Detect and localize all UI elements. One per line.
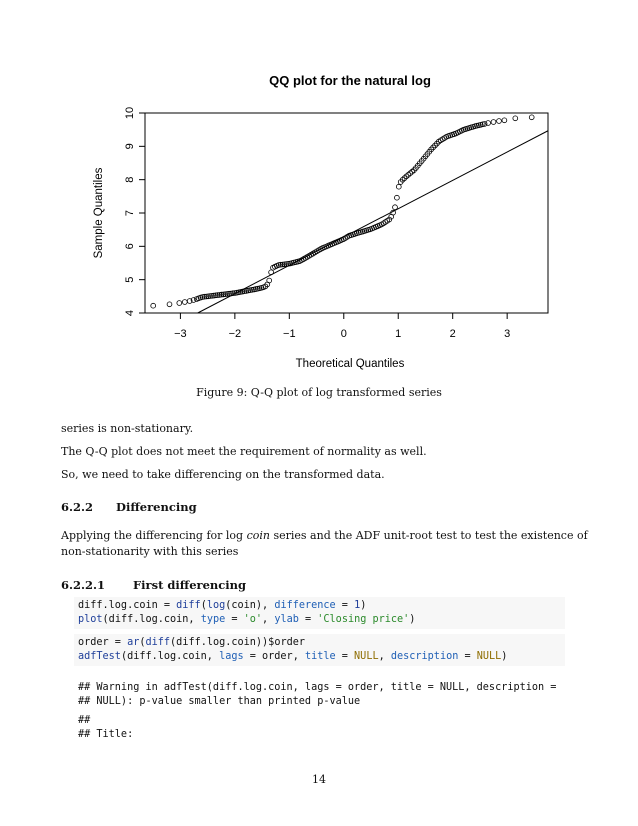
paragraph-4-line2: non-stationarity with this series [61,545,239,558]
section-number: 6.2.2 [61,500,94,514]
section-heading-6-2-2 [61,500,197,514]
paragraph-3: So, we need to take differencing on the transformed data. [61,468,385,481]
data-point [269,270,274,275]
data-point [502,118,507,123]
y-axis-label: Sample Quantiles [93,167,105,259]
x-tick-label: −2 [228,328,242,340]
paragraph-4 [61,528,588,544]
x-axis [174,313,510,340]
data-point [151,303,156,308]
subsection-number: 6.2.2.1 [61,578,106,592]
figure-caption: Figure 9: Q-Q plot of log transformed series [196,386,442,399]
paragraph-4-pre: Applying the differencing for log [61,529,247,542]
y-tick-label: 10 [124,106,136,120]
x-tick-label: 1 [395,328,402,340]
code-line-4: adfTest(diff.log.coin, lags = order, title = NULL, description = NULL) [78,651,508,662]
x-tick-label: −1 [283,328,296,340]
code-block-1 [74,597,565,629]
code-line-3: order = ar(diff(diff.log.coin))$order [78,637,305,648]
data-point [529,115,534,120]
y-tick-label: 6 [124,243,136,250]
output-block [74,679,565,711]
chart-title: QQ plot for the natural log [269,73,431,88]
data-point [182,300,187,305]
code-line-2: plot(diff.log.coin, type = 'o', ylab = 'Closing price') [78,614,416,625]
data-point [497,119,502,124]
section-heading-6-2-2-1 [61,578,246,592]
data-point [393,205,398,210]
data-point [167,302,172,307]
output-block-2 [74,712,565,744]
data-points-group [151,115,534,308]
paragraph-2: The Q-Q plot does not meet the requirement of normality as well. [61,445,427,458]
y-tick-label: 7 [124,209,136,217]
data-point [395,195,400,200]
code-line-1: diff.log.coin = diff(log(coin), difference = 1) [78,600,367,611]
data-point [396,184,401,189]
data-point [267,278,272,283]
y-axis [124,107,145,316]
paragraph-4-italic: coin [246,529,270,542]
x-tick-label: 0 [340,328,347,340]
paragraph-1: series is non-stationary. [61,422,194,435]
data-point [491,120,496,125]
x-tick-label: −3 [174,328,187,340]
paragraph-4-post: series and the ADF unit-root test to test the existence of [269,529,588,542]
subsection-title: First differencing [133,578,247,592]
output-line-2: ## NULL): p-value smaller than printed p-value [78,696,361,707]
code-block-2 [74,634,565,666]
section-title: Differencing [116,500,197,514]
x-axis-label: Theoretical Quantiles [295,358,405,370]
output-line-4: ## Title: [78,729,134,740]
y-tick-label: 4 [124,309,136,317]
x-tick-label: 2 [449,328,456,340]
plot-frame [145,113,548,313]
y-tick-label: 5 [124,276,136,283]
data-point [177,301,182,306]
y-tick-label: 8 [124,176,136,183]
page-number: 14 [312,773,326,786]
y-tick-label: 9 [124,143,136,150]
reference-line [198,131,548,313]
reference-line-group [198,131,548,313]
x-tick-label: 3 [504,328,511,340]
data-point [513,116,518,121]
qq-plot-figure [60,60,580,380]
output-line-3: ## [78,715,91,726]
output-line-1: ## Warning in adfTest(diff.log.coin, lags = order, title = NULL, description = [78,682,557,693]
